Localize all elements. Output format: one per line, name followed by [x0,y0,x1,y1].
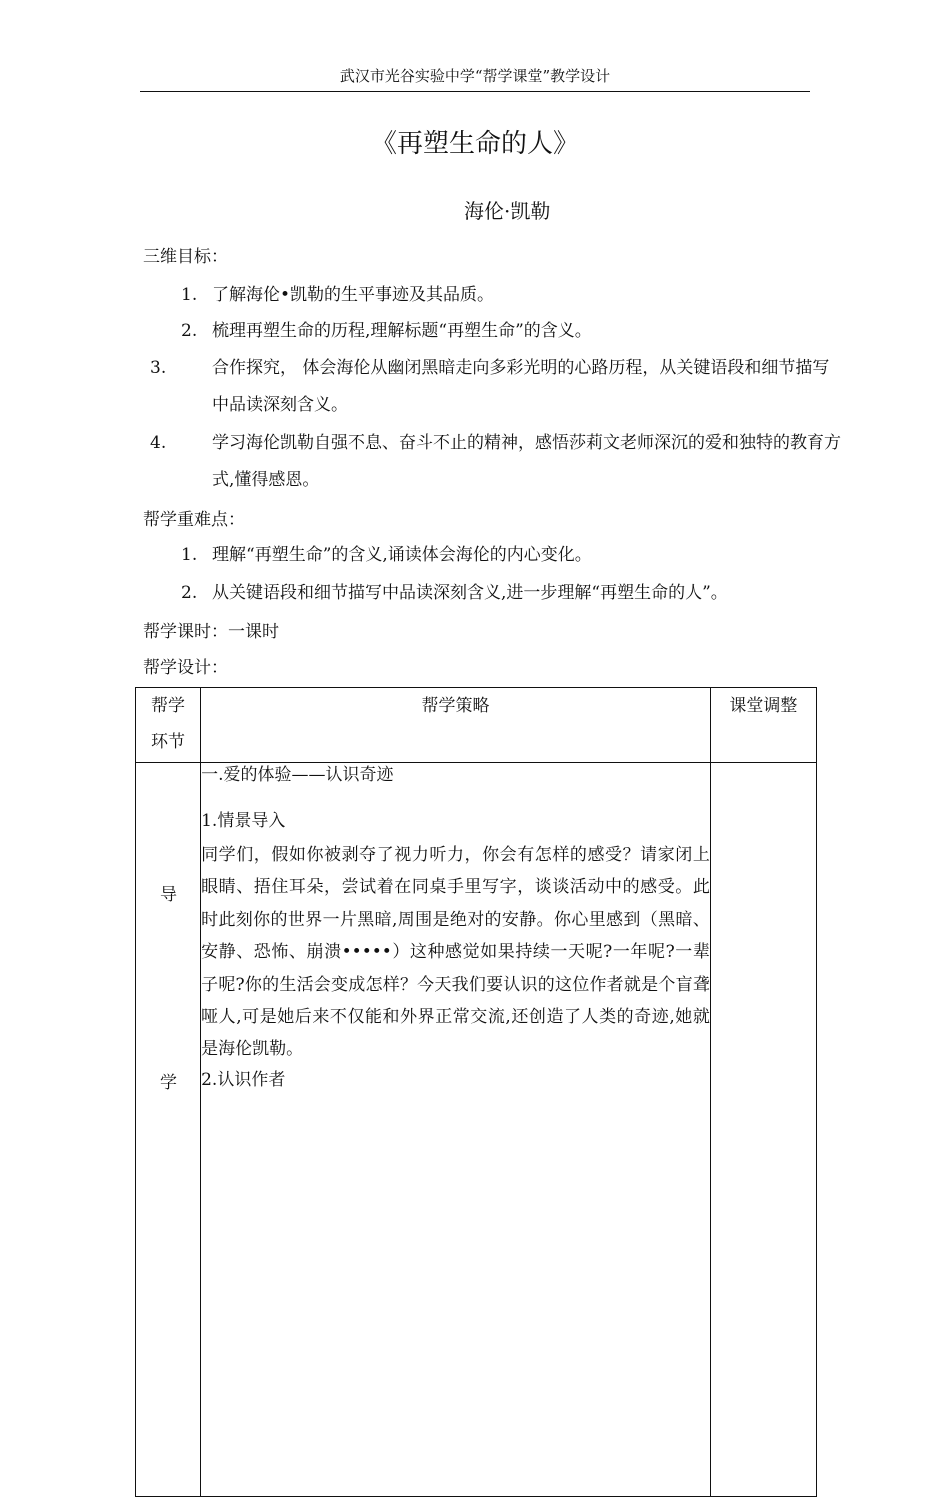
design-heading: 帮学设计： [143,658,228,678]
adjust-header-cell [710,688,816,763]
lesson-design-table [135,687,817,1497]
stage-header-line1: 帮学 [151,696,186,716]
goal-number: 4. [150,433,167,453]
goal-number: 2. [181,321,198,341]
strategy-subtitle: 2.认识作者 [201,1069,286,1090]
key-point-text: 从关键语段和细节描写中品读深刻含义,进一步理解“再塑生命的人”。 [212,583,728,603]
stage-header-cell [136,688,201,763]
strategy-paragraph: 同学们，假如你被剥夺了视力听力，你会有怎样的感受？请家闭上眼睛、捂住耳朵，尝试着在同桌手里写字，谈谈活动中的感受。此时此刻你的世界一片黑暗,周围是绝对的安静。你心里感到（黑暗、安静、恐怖、崩溃•••••）这种感觉如果持续一天呢?一年呢?一辈子呢?你的生活会变成怎样？今天我们要认识的这位作者就是个盲聋哑人,可是她后来不仅能和外界正常交流,还创造了人类的奇迹,她就是海伦凯勒。 [201,845,710,1060]
strategy-cell [201,763,711,1497]
key-point-number: 2. [181,583,198,603]
goal-item [181,313,811,350]
goal-text: 梳理再塑生命的历程,理解标题“再塑生命”的含义。 [212,321,592,341]
strategy-section-title: 一.爱的体验——认识奇迹 [201,765,394,785]
author-name: 海伦·凯勒 [464,199,551,223]
page-header: 武汉市光谷实验中学“帮学课堂”教学设计 [339,67,611,85]
stage-header-line2: 环节 [151,732,186,752]
goal-item [181,277,811,314]
table-row [136,763,817,1497]
goal-text: 学习海伦凯勒自强不息、奋斗不止的精神，感悟莎莉文老师深沉的爱和独特的教育方式,懂得感恩。 [212,433,841,490]
goal-number: 1. [181,285,198,305]
header-divider [140,91,810,92]
stage-cell [136,763,201,1497]
goal-item [150,425,842,499]
strategy-header-cell [201,688,711,763]
stage-char: 学 [160,1073,177,1093]
goals-heading: 三维目标： [143,247,228,267]
strategy-subtitle: 1.情景导入 [201,811,286,831]
stage-char: 导 [160,885,177,905]
key-point-item [181,537,811,574]
lesson-title: 《再塑生命的人》 [370,129,579,159]
table-header-row [136,688,817,763]
goal-text: 了解海伦•凯勒的生平事迹及其品质。 [212,285,495,305]
strategy-header: 帮学策略 [421,696,490,716]
class-hours: 帮学课时：一课时 [143,622,279,642]
goal-item [150,350,842,424]
key-point-number: 1. [181,545,198,565]
adjust-cell [710,763,816,1497]
goal-text: 合作探究， 体会海伦从幽闭黑暗走向多彩光明的心路历程，从关键语段和细节描写中品读深刻含义。 [212,358,830,415]
adjust-header: 课堂调整 [729,696,798,716]
key-point-text: 理解“再塑生命”的含义,诵读体会海伦的内心变化。 [212,545,592,565]
key-point-item [181,575,821,612]
key-points-heading: 帮学重难点： [143,510,245,530]
goal-number: 3. [150,358,167,378]
